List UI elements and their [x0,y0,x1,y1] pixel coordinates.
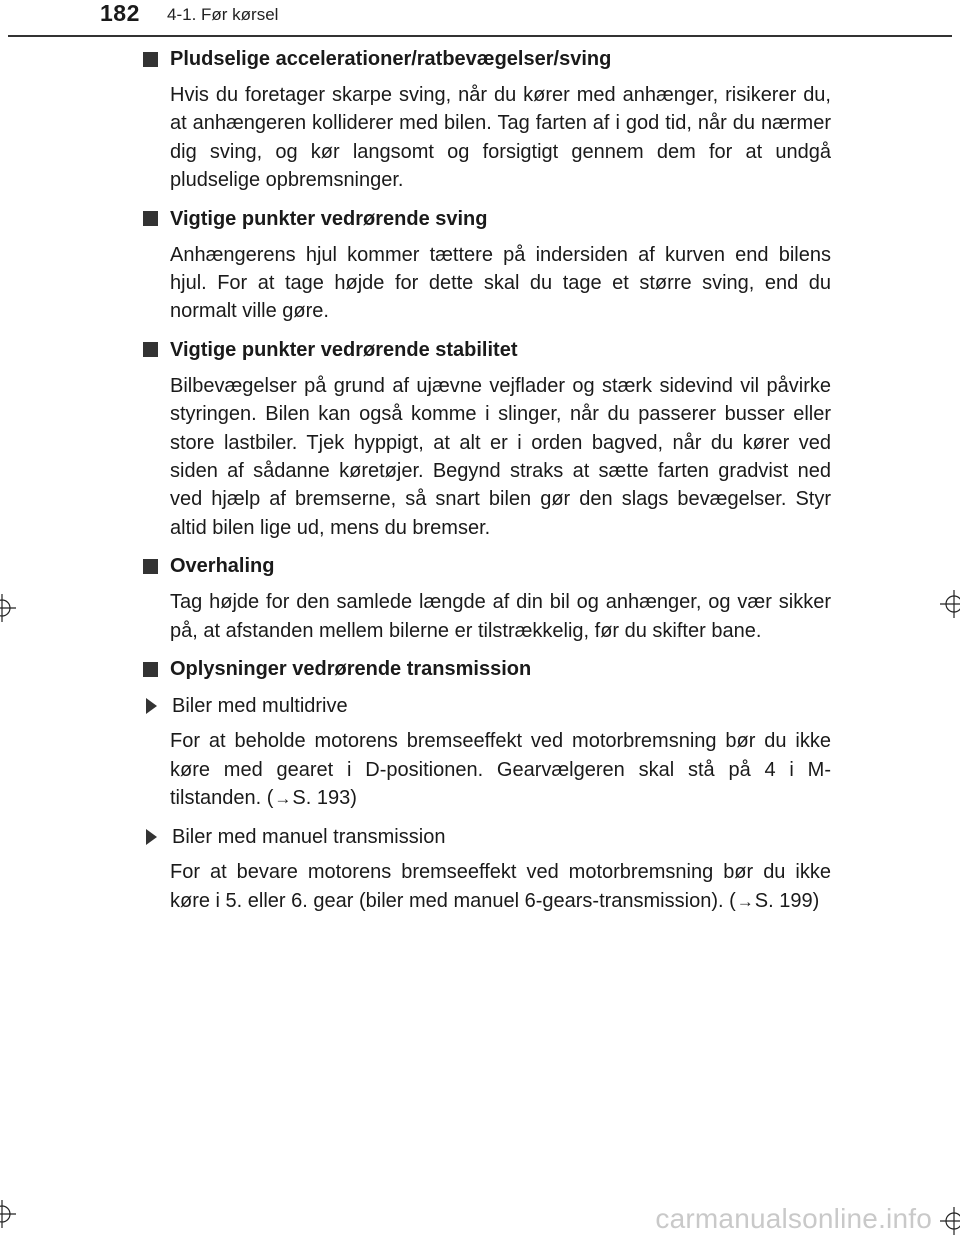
body-paragraph: Hvis du foretager skarpe sving, når du kører med anhænger, risikerer du, at anhængeren kolliderer med bilen. Tag farten af i god tid, når du nærmer dig sving, og kør langsomt og forsigtigt gennem dem for at undgå pludselige opbremsninger. [170,84,831,192]
arrow-right-icon: → [274,788,292,808]
square-bullet-icon [143,342,158,357]
subsection-label [143,822,831,852]
square-bullet-icon [143,211,158,226]
square-bullet-icon [143,662,158,677]
body-paragraph: Anhængerens hjul kommer tættere på indersiden af kurven end bilens hjul. For at tage højde for dette skal du tage et større sving, end du normalt ville gøre. [170,243,831,323]
header-divider [8,35,952,37]
crosshair-mark-icon [0,594,16,622]
paragraph-text: For at beholde motorens bremseeffekt ved motorbremsning bør du ikke køre med gearet i D-positionen. Gearvælgeren skal stå på 4 i M-tilstanden. ( [170,730,831,809]
subsection-text: Biler med multidrive [172,695,348,718]
triangle-bullet-icon [146,829,157,845]
crosshair-mark-icon [940,590,960,618]
arrow-right-icon: → [736,891,754,911]
page-content [143,44,831,925]
section-heading [143,204,831,234]
section-heading [143,44,831,74]
crosshair-mark-icon [940,1207,960,1235]
heading-text: Pludselige accelerationer/ratbevægelser/sving [170,48,612,70]
heading-text: Oplysninger vedrørende transmission [170,658,532,681]
subsection-label [143,691,831,721]
section-heading [143,335,831,365]
section-label: 4-1. Før kørsel [167,5,279,24]
crosshair-mark-icon [0,1200,16,1228]
section-heading [143,551,831,581]
triangle-bullet-icon [146,698,157,714]
page-reference[interactable]: S. 199) [754,889,820,912]
section-heading [143,654,831,684]
square-bullet-icon [143,559,158,574]
heading-text: Vigtige punkter vedrørende sving [170,207,488,230]
square-bullet-icon [143,52,158,67]
watermark-text: carmanualsonline.info [655,1203,932,1234]
heading-text: Overhaling [170,555,275,578]
page-number: 182 [100,0,140,26]
body-paragraph [170,727,831,813]
body-paragraph [170,858,831,916]
body-paragraph: Tag højde for den samlede længde af din bil og anhænger, og vær sikker på, at afstanden mellem bilerne er tilstrækkelig, før du skifter bane. [170,591,831,642]
body-paragraph: Bilbevægelser på grund af ujævne vejflader og stærk sidevind vil påvirke styringen. Bilen kan også komme i slinger, når du passerer busser eller store lastbiler. Tjek hyppigt, at alt er i orden bagved, når du kører ved siden af sådanne køretøjer. Begynd straks at sætte farten gradvist ned ved hjælp af bremserne, så snart bilen gør den slags bevægelser. Styr altid bilen lige ud, mens du bremser. [170,374,831,539]
heading-text: Vigtige punkter vedrørende stabilitet [170,338,518,361]
page-reference[interactable]: S. 193) [292,786,357,809]
subsection-text: Biler med manuel transmission [172,826,446,849]
paragraph-text: For at bevare motorens bremseeffekt ved motorbremsning bør du ikke køre i 5. eller 6. gear (biler med manuel 6-gears-transmission). ( [170,861,831,912]
page-header [0,0,960,40]
